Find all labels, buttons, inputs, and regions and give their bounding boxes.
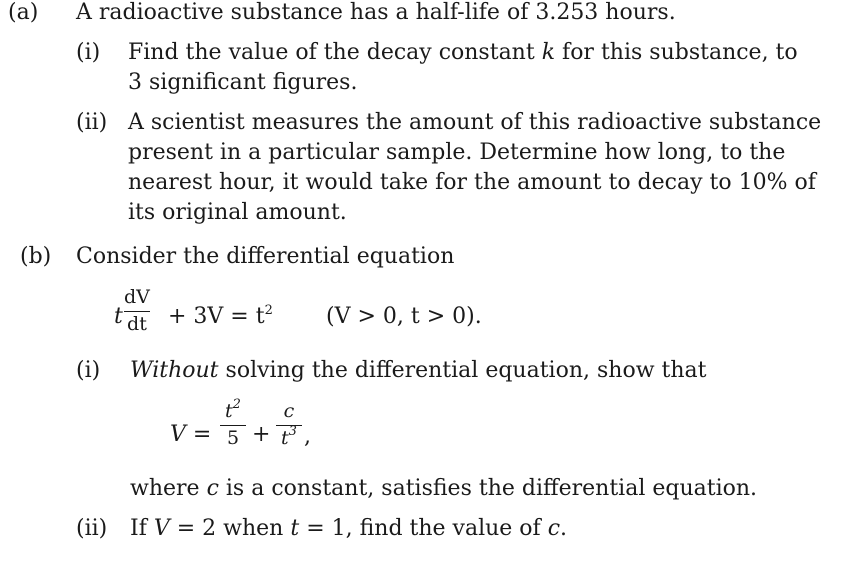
part-a-i-line2: 3 significant figures. [128, 70, 358, 95]
part-a-ii-line3: nearest hour, it would take for the amount to decay to 10% of [128, 170, 816, 195]
part-b-i-follow: where c is a constant, satisfies the differential equation. [130, 476, 758, 501]
part-b-ii-text: If V = 2 when t = 1, find the value of c. [130, 516, 568, 541]
equation-t: t [114, 304, 123, 329]
decay-constant-var: k [541, 40, 556, 65]
part-a-ii-line4: its original amount. [128, 200, 347, 225]
t2-over-5-fraction: $t^2$ 5 [220, 402, 246, 448]
part-b-label: (b) [20, 244, 52, 269]
dt-denominator: dt [127, 313, 147, 336]
part-b-text: Consider the differential equation [76, 244, 455, 269]
part-a-i-line1: Find the value of the decay constant k for this substance, to [128, 40, 798, 65]
plus-sign: + [252, 422, 271, 447]
v-equals: V = [170, 422, 212, 447]
part-a-label: (a) [8, 0, 39, 25]
equation-comma: , [304, 424, 311, 449]
equation-rest: + $3V = t^2$ [168, 303, 273, 329]
part-a-ii-line2: present in a particular sample. Determine how long, to the [128, 140, 786, 165]
part-b-ii-label: (ii) [76, 516, 108, 541]
part-a-text: A radioactive substance has a half-life of 3.253 hours. [76, 0, 676, 25]
equation-condition: (V > 0, t > 0). [326, 304, 482, 329]
c-over-t3-fraction: c $t^3$ [276, 402, 302, 448]
dv-numerator: dV [124, 286, 150, 308]
part-b-i-label: (i) [76, 358, 101, 383]
dv-dt-fraction [124, 288, 150, 334]
part-b-i-text: Without solving the differential equation, show that [130, 358, 707, 383]
part-a-ii-line1: A scientist measures the amount of this radioactive substance [128, 110, 822, 135]
part-a-i-label: (i) [76, 40, 101, 65]
part-a-ii-label: (ii) [76, 110, 108, 135]
